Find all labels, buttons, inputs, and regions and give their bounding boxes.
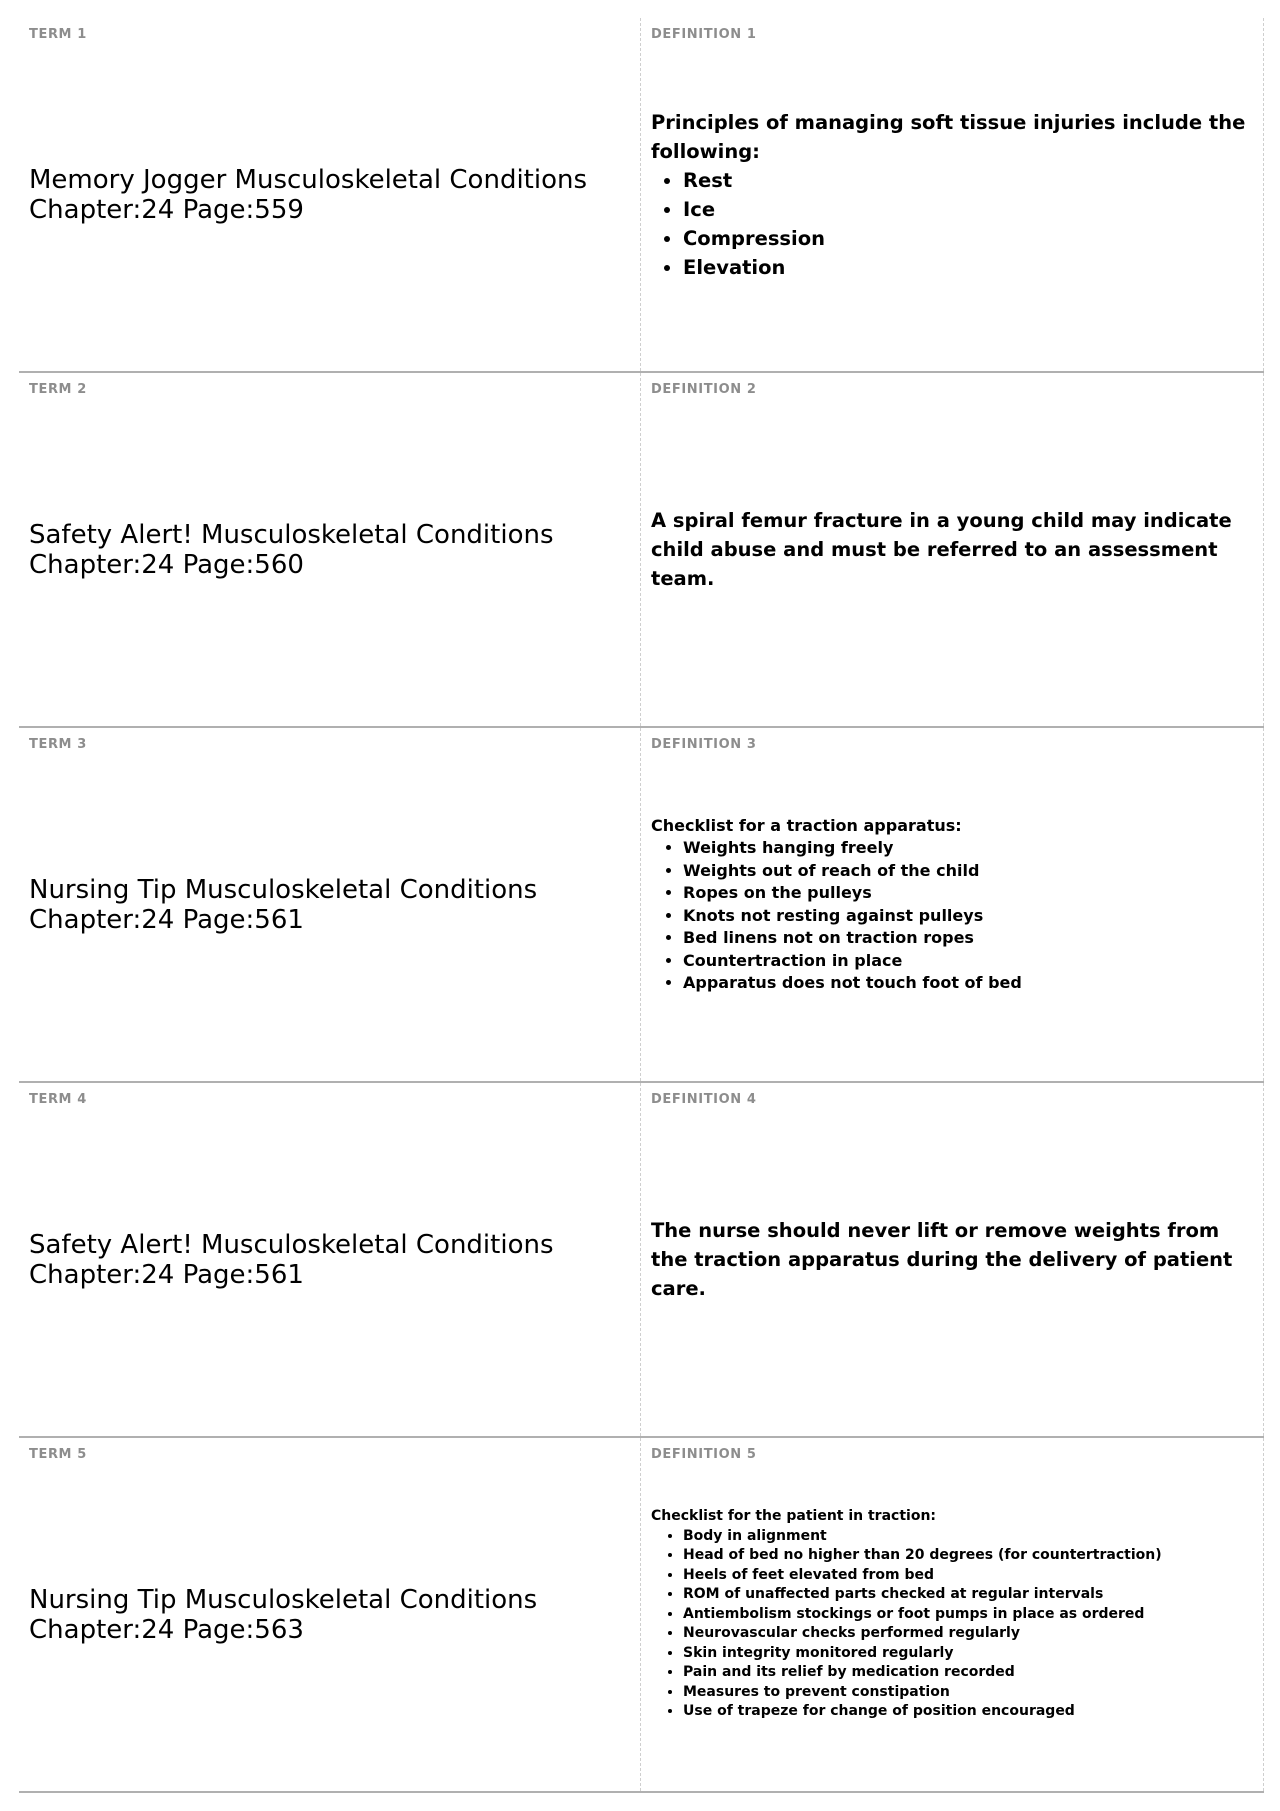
list-item: • Elevation xyxy=(683,253,1247,282)
term-label: TERM 1 xyxy=(29,27,87,42)
term-text xyxy=(29,1083,620,1436)
definition-label: DEFINITION 4 xyxy=(651,1092,757,1107)
list-item: • Compression xyxy=(683,224,1247,253)
definition-list xyxy=(651,1527,1247,1722)
term-reference: Chapter:24 Page:563 xyxy=(29,1614,304,1645)
list-item: • Knots not resting against pulleys xyxy=(683,905,1247,928)
term-label: TERM 3 xyxy=(29,737,87,752)
list-item: • Apparatus does not touch foot of bed xyxy=(683,972,1247,995)
definition-content xyxy=(651,18,1247,371)
term-text xyxy=(29,18,620,371)
definition-label: DEFINITION 5 xyxy=(651,1447,757,1462)
flashcard-row xyxy=(19,1438,1264,1793)
definition-label: DEFINITION 2 xyxy=(651,382,757,397)
list-item: • Rest xyxy=(683,166,1247,195)
list-item: • Weights out of reach of the child xyxy=(683,860,1247,883)
flashcard-row xyxy=(19,1083,1264,1438)
term-title: Nursing Tip Musculoskeletal Conditions xyxy=(29,1584,538,1615)
flashcard-row xyxy=(19,18,1264,373)
list-item: • Use of trapeze for change of position encouraged xyxy=(683,1702,1247,1722)
term-reference: Chapter:24 Page:560 xyxy=(29,549,304,580)
definition-cell xyxy=(641,1083,1264,1436)
list-item: • ROM of unaffected parts checked at regular intervals xyxy=(683,1585,1247,1605)
list-item: • Antiembolism stockings or foot pumps in place as ordered xyxy=(683,1605,1247,1625)
definition-label: DEFINITION 1 xyxy=(651,27,757,42)
term-title: Nursing Tip Musculoskeletal Conditions xyxy=(29,874,538,905)
list-item: • Neurovascular checks performed regularly xyxy=(683,1624,1247,1644)
term-cell xyxy=(19,18,641,371)
list-item: • Heels of feet elevated from bed xyxy=(683,1566,1247,1586)
term-text xyxy=(29,728,620,1081)
flashcard-sheet xyxy=(19,18,1264,1793)
term-cell xyxy=(19,728,641,1081)
definition-intro: Principles of managing soft tissue injuries include the following: xyxy=(651,110,1246,163)
list-item: • Bed linens not on traction ropes xyxy=(683,927,1247,950)
definition-cell xyxy=(641,1438,1264,1791)
term-label: TERM 4 xyxy=(29,1092,87,1107)
definition-content xyxy=(651,373,1247,726)
list-item: • Body in alignment xyxy=(683,1527,1247,1547)
list-item: • Weights hanging freely xyxy=(683,837,1247,860)
term-cell xyxy=(19,1438,641,1791)
term-title: Safety Alert! Musculoskeletal Conditions xyxy=(29,519,554,550)
list-item: • Pain and its relief by medication recorded xyxy=(683,1663,1247,1683)
term-reference: Chapter:24 Page:559 xyxy=(29,194,304,225)
list-item: • Head of bed no higher than 20 degrees (for countertraction) xyxy=(683,1546,1247,1566)
definition-intro: Checklist for the patient in traction: xyxy=(651,1508,937,1525)
flashcard-row xyxy=(19,728,1264,1083)
definition-content xyxy=(651,1083,1247,1436)
definition-list xyxy=(651,837,1247,995)
term-title: Memory Jogger Musculoskeletal Conditions xyxy=(29,164,588,195)
definition-text: The nurse should never lift or remove weights from the traction apparatus during the delivery of patient care. xyxy=(651,1219,1233,1300)
definition-content xyxy=(651,728,1247,1081)
list-item: • Measures to prevent constipation xyxy=(683,1683,1247,1703)
definition-text: A spiral femur fracture in a young child may indicate child abuse and must be referred to an assessment team. xyxy=(651,509,1232,590)
definition-cell xyxy=(641,18,1264,371)
list-item: • Countertraction in place xyxy=(683,950,1247,973)
term-label: TERM 5 xyxy=(29,1447,87,1462)
flashcard-row xyxy=(19,373,1264,728)
list-item: • Ice xyxy=(683,195,1247,224)
definition-content xyxy=(651,1438,1247,1791)
list-item: • Skin integrity monitored regularly xyxy=(683,1644,1247,1664)
term-label: TERM 2 xyxy=(29,382,87,397)
term-reference: Chapter:24 Page:561 xyxy=(29,904,304,935)
definition-list xyxy=(651,166,1247,282)
term-text xyxy=(29,373,620,726)
list-item: • Ropes on the pulleys xyxy=(683,882,1247,905)
term-title: Safety Alert! Musculoskeletal Conditions xyxy=(29,1229,554,1260)
term-cell xyxy=(19,373,641,726)
definition-cell xyxy=(641,373,1264,726)
term-text xyxy=(29,1438,620,1791)
definition-label: DEFINITION 3 xyxy=(651,737,757,752)
definition-intro: Checklist for a traction apparatus: xyxy=(651,815,962,835)
term-cell xyxy=(19,1083,641,1436)
term-reference: Chapter:24 Page:561 xyxy=(29,1259,304,1290)
definition-cell xyxy=(641,728,1264,1081)
